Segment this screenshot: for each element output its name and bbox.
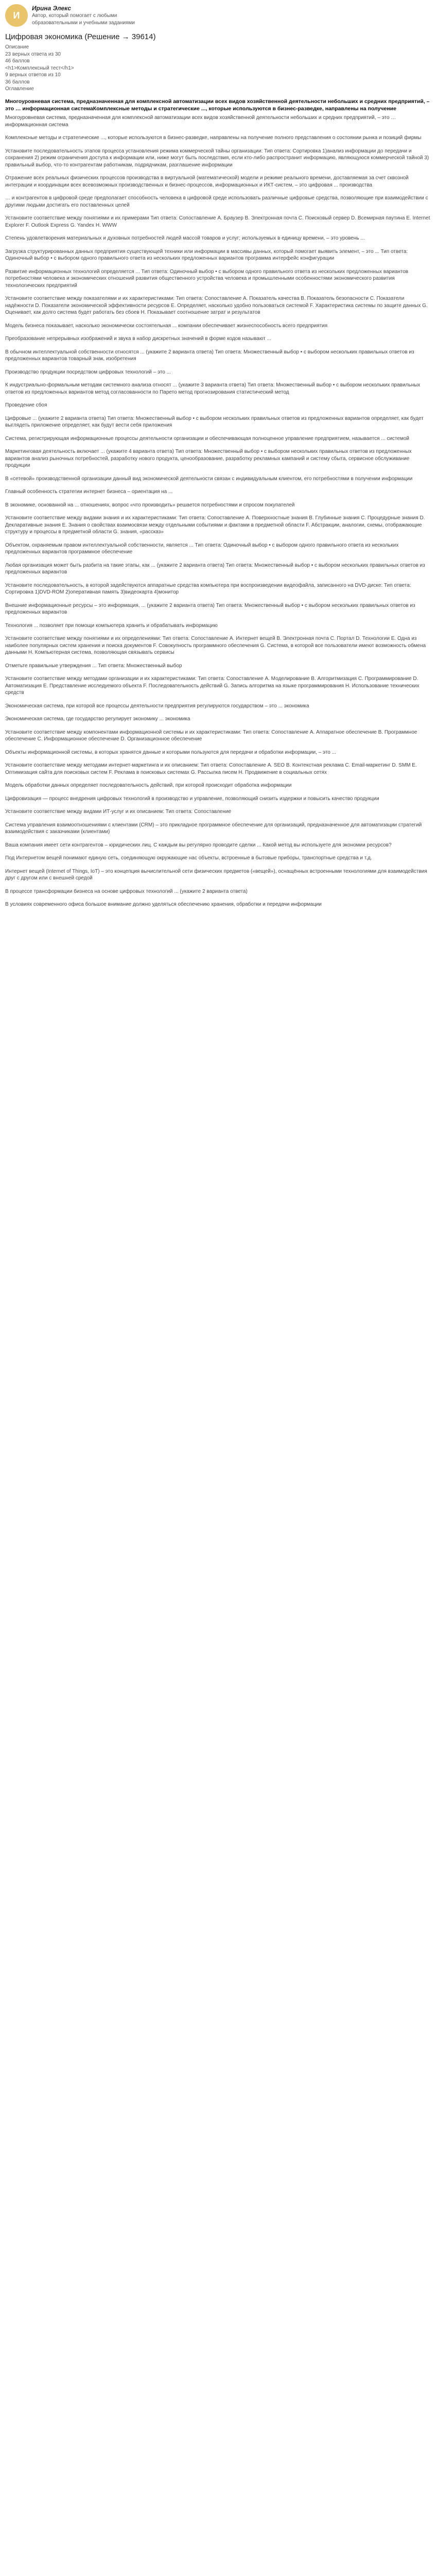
qa-item — [5, 622, 431, 630]
qa-item — [5, 822, 431, 836]
qa-item — [5, 582, 431, 596]
question-text: Установите соответствие между методами организации и их характеристиками: Тип ответа: Сопоставление A. Моделирование B. Алгоритмизация C. Программирование D. Автоматизация E. Представление исследуемого объекта F. Последовательность действий G. Запись алгоритма на языке программирования H. Использование технических средств — [5, 676, 420, 696]
author-info — [32, 4, 145, 26]
meta-line: 36 баллов — [5, 79, 30, 85]
question-text: Установите соответствие между видами знания и их характеристиками: Тип ответа: Сопоставление A. Поверхностные знания B. Глубинные знания C. Процедурные знания D. Декларативные знания E. Знания о свойствах взаимосвязи между отдельными событиями и фактами в предметной области F. Абстракции, аналогии, схемы, отображающие структуру и процессы в предметной области G. знания, «рассказ» — [5, 515, 425, 535]
question-text: Экономическая система, где государство регулирует экономику ... экономика — [5, 716, 190, 722]
question-text: Установите соответствие между понятиями и их примерами Тип ответа: Сопоставление A. Браузер B. Электронная почта C. Поисковый сервер D. Всемирная паутина E. Internet Explorer F. Outlook Express G. Yandex H. WWW — [5, 215, 430, 228]
question-text: Отметьте правильные утверждения ... Тип ответа: Множественный выбор — [5, 663, 182, 669]
qa-item — [5, 562, 431, 576]
qa-item — [5, 842, 431, 849]
qa-item — [5, 415, 431, 429]
question-text: Технология ... позволяет при помощи компьютера хранить и обрабатывать информацию — [5, 622, 218, 629]
qa-item — [5, 901, 431, 908]
question-text: Система, регистрирующая информационные процессы деятельности организации и обеспечивающая полноценное управление предприятием, называется ... системой — [5, 435, 409, 442]
qa-item — [5, 382, 431, 396]
question-text: Производство продукции посредством цифровых технологий – это ... — [5, 369, 171, 375]
meta-line: Оглавление — [5, 86, 34, 92]
qa-item — [5, 716, 431, 723]
question-text: Внешние информационные ресурсы – это информация, ... (укажите 2 варианта ответа) Тип ответа: Множественный выбор • с выбором нескольких правильных ответов из предложенных вариантов — [5, 602, 415, 616]
question-text: Ваша компания имеет сети контрагентов – юридических лиц. С каждым вы регулярно проводите сделки ... Какой метод вы используете для экономии ресурсов? — [5, 842, 392, 848]
question-text: Установите последовательность, в которой задействуются аппаратные средства компьютера при воспроизведении видеофайла, записанного на DVD-диске: Тип ответа: Сортировка 1)DVD-ROM 2)оперативная память 3)видеокарта 4)монитор — [5, 582, 411, 596]
qa-item — [5, 749, 431, 756]
meta-line: Описание — [5, 44, 29, 50]
question-text: Объекты информационной системы, в которых хранятся данные и которыми пользуются для передачи и обработки информации, – это ... — [5, 749, 336, 755]
qa-item — [5, 782, 431, 789]
question-text: В процессе трансформации бизнеса на основе цифровых технологий ... (укажите 2 варианта ответа) — [5, 888, 248, 894]
qa-item — [5, 488, 431, 496]
question-text: Система управления взаимоотношениями с клиентами (CRM) – это прикладное программное обеспечение для организаций, предназначенное для автоматизации стратегий взаимодействия с заказчиками (клиентами) — [5, 822, 422, 835]
question-text: Загрузка структурированных данных предприятия существующей техники или информации в массивы данных, который помогает выявить элемент, – это ... Тип ответа: Одиночный выбор • с выбором одного правильного ответа из нескольких предложенных вариантов программа интерфейс конфигурации — [5, 248, 408, 262]
question-text: Установите соответствие между видами ИТ-услуг и их описанием: Тип ответа: Сопоставление — [5, 809, 232, 815]
qa-item — [5, 335, 431, 343]
question-text: Модель обработки данных определяет последовательность действий, при которой происходит обработка информации — [5, 783, 292, 789]
question-text: Цифровизация — процесс внедрения цифровых технологий в производство и управление, позволяющий снизить издержки и повысить качество продукции — [5, 795, 379, 802]
question-text: Цифровые ... (укажите 2 варианта ответа) Тип ответа: Множественный выбор • с выбором нескольких правильных ответов из предложенных вариантов определяет, как будет выглядеть приложение определяет, как будут вести себя приложения — [5, 415, 424, 429]
qa-item — [5, 148, 431, 169]
meta-line: 23 верных ответа из 30 — [5, 51, 61, 57]
qa-item — [5, 663, 431, 670]
question-text: Проведение сбоя — [5, 402, 47, 409]
page-intro: Многоуровневая система, предназначенная для комплексной автоматизации всех видов хозяйственной деятельности небольших и средних предприятий, – это … информационная система — [5, 115, 396, 128]
question-text: Степень удовлетворения материальных и духовных потребностей людей массой товаров и услуг; используемых в единицу времени, – это уровень ... — [5, 235, 365, 242]
qa-item — [5, 502, 431, 509]
question-text: В экономике, основанной на ... отношениях, вопрос «что производить» решается потребностями и спросом покупателей — [5, 502, 295, 508]
meta-block — [5, 44, 431, 93]
qa-item — [5, 888, 431, 895]
qa-item — [5, 703, 431, 710]
question-text: Маркетинговая деятельность включает ... (укажите 4 варианта ответа) Тип ответа: Множественный выбор • с выбором нескольких правильных ответов из предложенных вариантов анализ рыночных потребностей, разработку нового продукта, ценообразование, разработку рекламных кампаний и систему сбыта, сервисное обслуживание продукции — [5, 449, 412, 469]
question-text: Любая организация может быть разбита на такие этапы, как ... (укажите 2 варианта ответа) Тип ответа: Множественный выбор • с выбором нескольких правильных ответов из предложенных вариантов — [5, 562, 425, 575]
question-text: К индустриально-формальным методам системного анализа относят ... (укажите 3 варианта ответа) Тип ответа: Множественный выбор • с выбором нескольких правильных ответов из предложенных вариантов метод согласованности по Парето метод прогнозирования статистический метод — [5, 382, 421, 395]
page-subtitle: Многоуровневая система, предназначенная для комплексной автоматизации всех видов хозяйственной деятельности небольших и средних предприятий, – это … информационная системаКомплексные методы и стратегические ..., которые используются в бизнес-разведке, направлены на получение — [5, 98, 430, 112]
question-text: Установите соответствие между компонентами информационной системы и их характеристиками: Тип ответа: Сопоставление A. Аппаратное обеспечение B. Программное обеспечение C. Информационное обеспечение D. Организационное обеспечение — [5, 729, 417, 742]
meta-line: 9 верных ответов из 10 — [5, 72, 61, 78]
question-text: В обычном интеллектуальной собственности относятся ... (укажите 2 варианта ответа) Тип ответа: Множественный выбор • с выбором нескольких правильных ответов из предложенных вариантов товарный знак, изобретения — [5, 349, 414, 362]
question-text: Модель бизнеса показывает, насколько экономически состоятельная ... компании обеспечивает жизнеспособность всего предприятия — [5, 323, 328, 329]
qa-item — [5, 448, 431, 469]
question-text: В условиях современного офиса большое внимание должно уделяться обеспечению хранения, обработки и передачи информации — [5, 902, 322, 908]
qa-item — [5, 795, 431, 803]
question-text: Под Интернетом вещей понимают единую сеть, соединяющую окружающие нас объекты, встроенные в бытовые приборы, транспортные средства и т.д. — [5, 855, 372, 861]
question-text: Экономическая система, при которой все процессы деятельности предприятия регулируются государством – это ... экономика — [5, 703, 309, 709]
question-text: Установите соответствие между понятиями и их определениями: Тип ответа: Сопоставление A. Интернет вещей B. Электронная почта C. Портал D. Технологии E. Одна из наиболее популярных систем хранения и поиска документов F. Совокупность программного обеспечения G. Система, в которой все пользователи имеют возможность обмена данными H. Компьютерная система, позволяющая связывать сервисы — [5, 636, 426, 656]
qa-list — [5, 134, 431, 908]
qa-item — [5, 868, 431, 882]
qa-item — [5, 729, 431, 743]
qa-item — [5, 855, 431, 862]
qa-item — [5, 323, 431, 330]
author-avatar[interactable]: И — [5, 4, 28, 27]
qa-item — [5, 195, 431, 209]
qa-item — [5, 369, 431, 376]
qa-item — [5, 235, 431, 242]
qa-item — [5, 134, 431, 142]
question-text: Отражение всех реальных физических процессов производства в виртуальной (математической) модели и режиме реального времени, доставляемая за счет сквозной интеграции и координации всех всевозможных производственных и бизнес-процессов, информационных и ИКТ-систем, – это цифровая ... производства — [5, 175, 409, 188]
qa-item — [5, 435, 431, 443]
qa-item — [5, 295, 431, 316]
qa-item — [5, 542, 431, 556]
qa-item — [5, 762, 431, 776]
qa-item — [5, 515, 431, 536]
qa-item — [5, 808, 431, 816]
question-text: В «сетевой» производственной организации данный вид экономической деятельности связан с индивидуальным клиентом, его потребностями в получении информации — [5, 476, 413, 482]
meta-line: <h1>Комплексный тест</h1> — [5, 65, 74, 71]
question-text: Комплексные методы и стратегические ..., которые используются в бизнес-разведке, направлены на получение полного представления о состоянии рынка и позиций фирмы — [5, 135, 422, 141]
question-text: Развитие информационных технологий определяется ... Тип ответа: Одиночный выбор • с выбором одного правильного ответа из нескольких предложенных вариантов потребностями человека и экономических отношений развития общественного устройства человека и промышленными особенностями экономического развития технологических предприятий — [5, 268, 409, 289]
author-bio: Автор, который помогает с любыми образовательными и учебными заданиями — [32, 13, 135, 26]
qa-item — [5, 349, 431, 363]
page-title: Цифровая экономика (Решение → 39614) — [5, 32, 156, 41]
qa-item — [5, 215, 431, 229]
qa-item — [5, 476, 431, 483]
meta-line: 46 баллов — [5, 58, 30, 64]
question-text: … и контрагентов в цифровой среде предполагает способность человека в цифровой среде использовать различные цифровые средства, позволяющие при взаимодействии с другими людьми достигать его поставленных целей — [5, 195, 428, 208]
question-text: Преобразование непрерывных изображений и звука в набор дискретных значений в форме кодов называют ... — [5, 336, 271, 342]
question-text: Интернет вещей (Internet of Things, IoT) – это концепция вычислительной сети физических предметов («вещей»), оснащённых встроенными технологиями для взаимодействия друг с другом или с внешней средой — [5, 868, 427, 882]
qa-item — [5, 268, 431, 290]
qa-item — [5, 175, 431, 189]
question-text: Установите последовательность этапов процесса установления режима коммерческой тайны организации: Тип ответа: Сортировка 1)анализ информации до передачи и сохранения 2) режим ограничения доступа к информации или, ниже могут быть последствия, если кто-либо распространит информацию, являющуюся коммерческой тайной 3) правильный выбор, что-то контрагентам работникам, подрядчикам, разглашение информации — [5, 148, 429, 168]
qa-item — [5, 602, 431, 616]
author-name[interactable]: Ирина Элекс — [32, 5, 71, 12]
question-text: Установите соответствие между показателями и их характеристиками: Тип ответа: Сопоставление A. Показатель качества B. Показатель безопасности C. Показатели надёжности D. Показатели экономической эффективности ресурсов E. Определяет, насколько удобно пользоваться системой F. Характеристика системы по защите данных G. Оценивает, как долго система будет работать без сбоев H. Показывает соотношение затрат и результатов — [5, 296, 428, 316]
author-header — [5, 4, 431, 27]
qa-item — [5, 635, 431, 656]
question-text: Главный особенность стратегии интернет бизнеса – ориентация на ... — [5, 489, 173, 495]
question-text: Установите соответствие между методами интернет-маркетинга и их описанием: Тип ответа: Сопоставление A. SEO B. Контекстная реклама C. Email-маркетинг D. SMM E. Оптимизация сайта для поисковых систем F. Реклама в поисковых системах G. Рассылка писем H. Продвижение в социальных сетях — [5, 762, 417, 775]
qa-item — [5, 248, 431, 262]
question-text: Объектом, охраняемым правом интеллектуальной собственности, является ... Тип ответа: Одиночный выбор • с выбором одного правильного ответа из нескольких предложенных вариантов программное обеспечение — [5, 542, 399, 555]
qa-item — [5, 675, 431, 697]
qa-item — [5, 402, 431, 409]
